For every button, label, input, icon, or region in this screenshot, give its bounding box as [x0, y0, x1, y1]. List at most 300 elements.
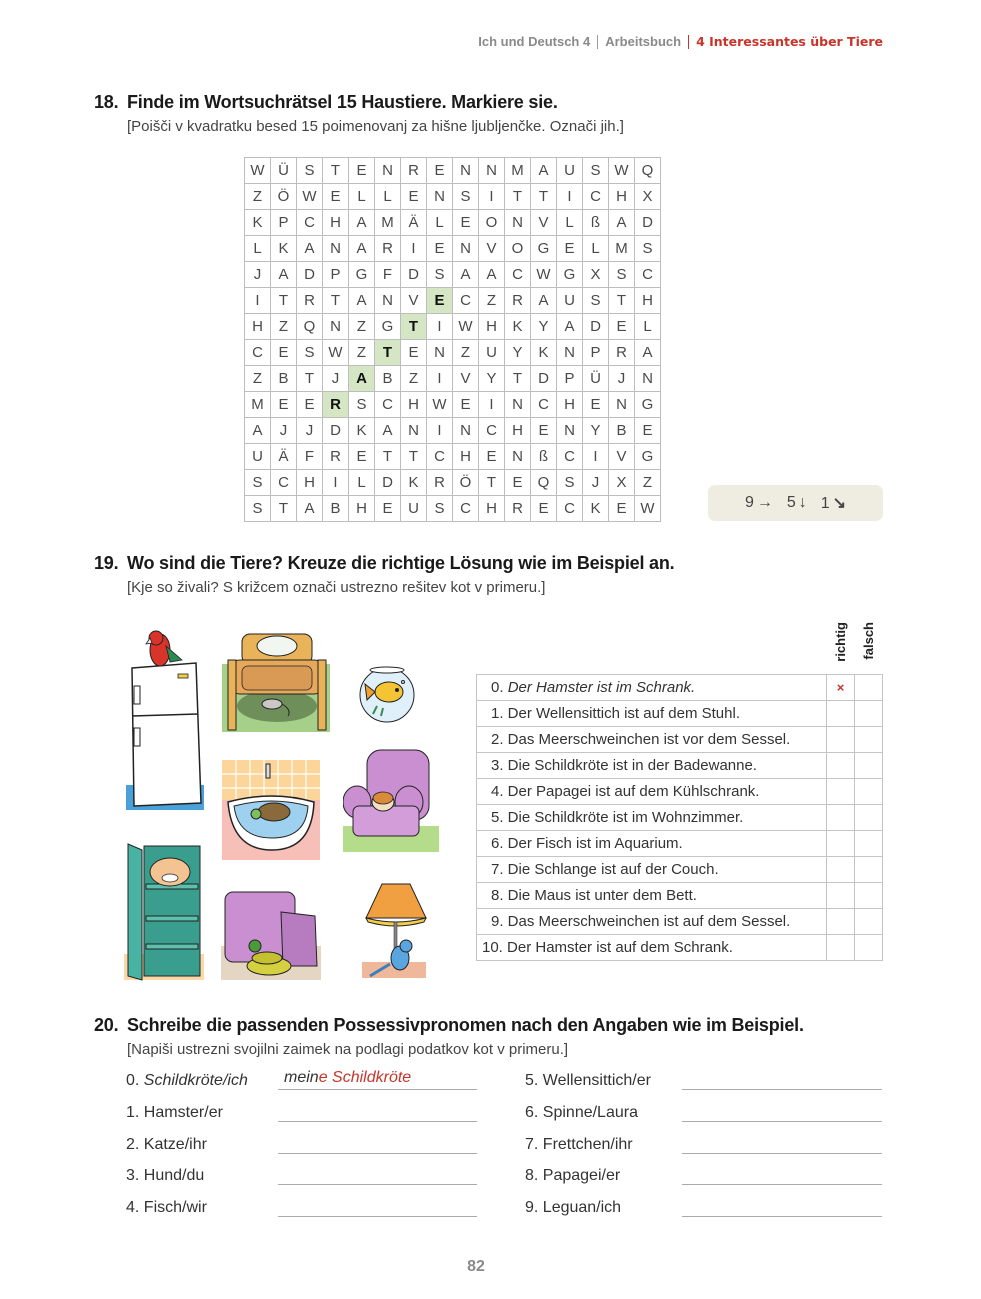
chapter-title: 4 Interessantes über Tiere: [696, 34, 883, 49]
answer-input[interactable]: [682, 1068, 882, 1090]
richtig-checkbox[interactable]: [827, 909, 855, 935]
ex18-subtitle: [Poišči v kvadratku besed 15 poimenovanj za hišne ljubljenčke. Označi jih.]: [127, 118, 624, 135]
grid-cell[interactable]: I: [323, 470, 349, 496]
grid-cell[interactable]: Z: [271, 314, 297, 340]
falsch-checkbox[interactable]: [855, 883, 883, 909]
grid-cell[interactable]: J: [609, 366, 635, 392]
grid-cell[interactable]: M: [609, 236, 635, 262]
grid-cell[interactable]: W: [609, 158, 635, 184]
grid-cell[interactable]: G: [531, 236, 557, 262]
grid-cell[interactable]: X: [583, 262, 609, 288]
grid-cell[interactable]: G: [557, 262, 583, 288]
grid-cell[interactable]: M: [505, 158, 531, 184]
hint-item-diagonal: [821, 493, 846, 513]
answer-input[interactable]: [682, 1195, 882, 1217]
grid-cell[interactable]: A: [297, 496, 323, 522]
grid-cell[interactable]: I: [427, 314, 453, 340]
table-row: [477, 753, 883, 779]
grid-cell[interactable]: L: [245, 236, 271, 262]
grid-cell[interactable]: T: [271, 496, 297, 522]
fill-in-row: [126, 1195, 477, 1217]
grid-cell[interactable]: ß: [531, 444, 557, 470]
grid-cell[interactable]: T: [297, 366, 323, 392]
grid-cell[interactable]: I: [401, 236, 427, 262]
grid-cell[interactable]: T: [401, 314, 427, 340]
grid-row: [245, 288, 661, 314]
grid-cell[interactable]: D: [323, 418, 349, 444]
grid-cell[interactable]: H: [609, 184, 635, 210]
grid-cell[interactable]: Y: [531, 314, 557, 340]
hint-item-right: [745, 494, 773, 512]
grid-cell[interactable]: L: [583, 236, 609, 262]
grid-cell[interactable]: Z: [245, 366, 271, 392]
richtig-checkbox[interactable]: [827, 805, 855, 831]
falsch-checkbox[interactable]: [855, 805, 883, 831]
grid-cell[interactable]: N: [505, 444, 531, 470]
grid-cell[interactable]: Ä: [401, 210, 427, 236]
grid-cell[interactable]: H: [505, 418, 531, 444]
grid-cell[interactable]: U: [557, 288, 583, 314]
snake-behind-couch-illustration: [221, 886, 321, 982]
grid-cell[interactable]: D: [635, 210, 661, 236]
grid-cell[interactable]: Q: [635, 158, 661, 184]
grid-cell[interactable]: C: [297, 210, 323, 236]
grid-cell[interactable]: M: [245, 392, 271, 418]
fill-in-row: [525, 1163, 882, 1185]
grid-cell[interactable]: N: [375, 288, 401, 314]
grid-cell[interactable]: T: [323, 158, 349, 184]
grid-cell[interactable]: E: [531, 418, 557, 444]
table-row: [477, 675, 883, 701]
grid-cell[interactable]: H: [297, 470, 323, 496]
grid-cell[interactable]: N: [375, 158, 401, 184]
grid-cell[interactable]: S: [297, 340, 323, 366]
grid-cell[interactable]: A: [531, 288, 557, 314]
grid-cell[interactable]: A: [453, 262, 479, 288]
answer-input[interactable]: [682, 1100, 882, 1122]
grid-cell[interactable]: Z: [635, 470, 661, 496]
budgie-under-lamp-illustration: [360, 880, 436, 980]
grid-cell[interactable]: E: [323, 184, 349, 210]
grid-cell[interactable]: W: [427, 392, 453, 418]
grid-cell[interactable]: H: [245, 314, 271, 340]
grid-cell[interactable]: E: [427, 158, 453, 184]
grid-cell[interactable]: S: [427, 262, 453, 288]
grid-cell[interactable]: H: [479, 314, 505, 340]
grid-cell[interactable]: B: [609, 418, 635, 444]
grid-cell[interactable]: E: [635, 418, 661, 444]
grid-cell[interactable]: S: [453, 184, 479, 210]
grid-cell[interactable]: J: [271, 418, 297, 444]
falsch-checkbox[interactable]: [855, 831, 883, 857]
hint-count: 5: [786, 494, 796, 511]
falsch-checkbox[interactable]: [855, 701, 883, 727]
grid-cell[interactable]: E: [609, 314, 635, 340]
grid-cell[interactable]: T: [323, 288, 349, 314]
grid-cell[interactable]: Ä: [271, 444, 297, 470]
grid-cell[interactable]: U: [557, 158, 583, 184]
grid-cell[interactable]: R: [323, 444, 349, 470]
grid-cell[interactable]: S: [245, 470, 271, 496]
ex18-title: 18. Finde im Wortsuchrätsel 15 Haustiere. Markiere sie.: [94, 92, 558, 112]
grid-cell[interactable]: T: [609, 288, 635, 314]
divider: [688, 35, 689, 49]
prompt-label: 5. Wellensittich/er: [525, 1072, 651, 1089]
grid-cell[interactable]: C: [245, 340, 271, 366]
grid-cell[interactable]: W: [635, 496, 661, 522]
grid-cell[interactable]: W: [245, 158, 271, 184]
grid-cell[interactable]: G: [635, 444, 661, 470]
hint-item-down: [787, 494, 807, 512]
ex20-title: 20. Schreibe die passenden Possessivpronomen nach den Angaben wie im Beispiel.: [94, 1015, 804, 1035]
col-header-richtig: richtig: [833, 622, 848, 662]
grid-cell[interactable]: Y: [583, 418, 609, 444]
grid-cell[interactable]: T: [479, 470, 505, 496]
grid-cell[interactable]: I: [479, 184, 505, 210]
answer-input[interactable]: meine Schildkröte: [278, 1068, 477, 1090]
prompt-label: 1. Hamster/er: [126, 1103, 223, 1121]
grid-cell[interactable]: X: [635, 184, 661, 210]
grid-cell[interactable]: E: [401, 340, 427, 366]
grid-cell[interactable]: S: [635, 236, 661, 262]
grid-cell[interactable]: T: [505, 184, 531, 210]
grid-cell[interactable]: R: [323, 392, 349, 418]
answer-input[interactable]: [682, 1163, 882, 1185]
grid-cell[interactable]: ß: [583, 210, 609, 236]
table-row: [477, 805, 883, 831]
grid-cell[interactable]: N: [323, 236, 349, 262]
grid-cell[interactable]: S: [427, 496, 453, 522]
grid-cell[interactable]: R: [609, 340, 635, 366]
grid-cell[interactable]: R: [297, 288, 323, 314]
grid-cell[interactable]: E: [531, 496, 557, 522]
grid-cell[interactable]: Q: [531, 470, 557, 496]
grid-cell[interactable]: N: [401, 418, 427, 444]
grid-cell[interactable]: Z: [245, 184, 271, 210]
grid-cell[interactable]: R: [505, 496, 531, 522]
grid-cell[interactable]: R: [375, 236, 401, 262]
falsch-checkbox[interactable]: [855, 727, 883, 753]
answer-input[interactable]: [278, 1132, 477, 1154]
grid-cell[interactable]: H: [401, 392, 427, 418]
page-number: 82: [467, 1258, 485, 1275]
falsch-checkbox[interactable]: [855, 857, 883, 883]
grid-cell[interactable]: C: [557, 444, 583, 470]
grid-cell[interactable]: R: [401, 158, 427, 184]
grid-cell[interactable]: C: [635, 262, 661, 288]
grid-cell[interactable]: I: [583, 444, 609, 470]
grid-cell[interactable]: S: [609, 262, 635, 288]
grid-cell[interactable]: E: [609, 496, 635, 522]
grid-cell[interactable]: Y: [479, 366, 505, 392]
table-row: [477, 779, 883, 805]
answer-input[interactable]: [278, 1163, 477, 1185]
prompt-label: 3. Hund/du: [126, 1167, 205, 1185]
grid-cell[interactable]: E: [583, 392, 609, 418]
grid-cell[interactable]: N: [453, 158, 479, 184]
grid-cell[interactable]: S: [583, 288, 609, 314]
grid-cell[interactable]: N: [427, 184, 453, 210]
grid-cell[interactable]: V: [531, 210, 557, 236]
grid-cell[interactable]: D: [375, 470, 401, 496]
grid-cell[interactable]: A: [531, 158, 557, 184]
grid-cell[interactable]: A: [271, 262, 297, 288]
grid-cell[interactable]: A: [297, 236, 323, 262]
grid-cell[interactable]: Y: [505, 340, 531, 366]
grid-cell[interactable]: C: [479, 418, 505, 444]
grid-cell[interactable]: I: [427, 366, 453, 392]
grid-cell[interactable]: K: [271, 236, 297, 262]
grid-cell[interactable]: P: [583, 340, 609, 366]
grid-cell[interactable]: K: [245, 210, 271, 236]
grid-cell[interactable]: A: [479, 262, 505, 288]
grid-cell[interactable]: S: [297, 158, 323, 184]
grid-cell[interactable]: H: [557, 392, 583, 418]
richtig-checkbox[interactable]: [827, 831, 855, 857]
grid-cell[interactable]: U: [401, 496, 427, 522]
grid-cell[interactable]: J: [323, 366, 349, 392]
fill-in-row: [126, 1163, 477, 1185]
grid-cell[interactable]: E: [427, 288, 453, 314]
hint-count: 9: [744, 494, 754, 511]
answer-input[interactable]: [682, 1132, 882, 1154]
grid-cell[interactable]: V: [609, 444, 635, 470]
grid-row: [245, 418, 661, 444]
richtig-checkbox[interactable]: [827, 935, 855, 961]
grid-cell[interactable]: L: [635, 314, 661, 340]
grid-cell[interactable]: S: [557, 470, 583, 496]
grid-cell[interactable]: V: [453, 366, 479, 392]
grid-cell[interactable]: E: [557, 236, 583, 262]
book-type: Arbeitsbuch: [605, 34, 682, 49]
grid-cell[interactable]: N: [453, 236, 479, 262]
richtig-checkbox[interactable]: [827, 779, 855, 805]
answer-input[interactable]: [278, 1100, 477, 1122]
grid-cell[interactable]: E: [349, 444, 375, 470]
grid-cell[interactable]: D: [583, 314, 609, 340]
fill-in-row: [525, 1195, 882, 1217]
grid-cell[interactable]: A: [245, 418, 271, 444]
falsch-checkbox[interactable]: [855, 753, 883, 779]
grid-cell[interactable]: A: [349, 288, 375, 314]
grid-cell[interactable]: N: [323, 314, 349, 340]
grid-cell[interactable]: F: [375, 262, 401, 288]
grid-cell[interactable]: K: [349, 418, 375, 444]
grid-cell[interactable]: L: [349, 184, 375, 210]
grid-cell[interactable]: C: [271, 470, 297, 496]
grid-cell[interactable]: L: [427, 210, 453, 236]
grid-cell[interactable]: H: [349, 496, 375, 522]
grid-cell[interactable]: K: [505, 314, 531, 340]
grid-row: [245, 392, 661, 418]
grid-cell[interactable]: A: [635, 340, 661, 366]
grid-cell[interactable]: Ö: [271, 184, 297, 210]
grid-cell[interactable]: E: [271, 392, 297, 418]
fill-in-row: [525, 1068, 882, 1090]
grid-cell[interactable]: P: [271, 210, 297, 236]
grid-cell[interactable]: A: [349, 236, 375, 262]
grid-cell[interactable]: N: [557, 418, 583, 444]
grid-cell[interactable]: X: [609, 470, 635, 496]
grid-cell[interactable]: Z: [349, 340, 375, 366]
grid-cell[interactable]: C: [375, 392, 401, 418]
grid-cell[interactable]: C: [427, 444, 453, 470]
statement: 7. Die Schlange ist auf der Couch.: [477, 857, 827, 883]
grid-cell[interactable]: N: [505, 392, 531, 418]
grid-cell[interactable]: A: [349, 366, 375, 392]
word-search-grid[interactable]: [244, 157, 661, 522]
turtle-in-bathtub-illustration: [222, 760, 320, 862]
grid-cell[interactable]: Z: [401, 366, 427, 392]
grid-cell[interactable]: E: [401, 184, 427, 210]
grid-cell[interactable]: K: [401, 470, 427, 496]
grid-cell[interactable]: C: [453, 496, 479, 522]
grid-cell[interactable]: H: [635, 288, 661, 314]
grid-cell[interactable]: G: [375, 314, 401, 340]
grid-cell[interactable]: U: [479, 340, 505, 366]
falsch-checkbox[interactable]: [855, 935, 883, 961]
grid-cell[interactable]: H: [453, 444, 479, 470]
grid-cell[interactable]: C: [505, 262, 531, 288]
prompt-label: 7. Frettchen/ihr: [525, 1135, 633, 1153]
answer-input[interactable]: [278, 1195, 477, 1217]
grid-cell[interactable]: T: [531, 184, 557, 210]
grid-cell[interactable]: E: [427, 236, 453, 262]
grid-cell[interactable]: E: [479, 444, 505, 470]
grid-cell[interactable]: S: [349, 392, 375, 418]
grid-cell[interactable]: W: [323, 340, 349, 366]
grid-cell[interactable]: P: [557, 366, 583, 392]
grid-cell[interactable]: G: [635, 392, 661, 418]
grid-cell[interactable]: S: [583, 158, 609, 184]
grid-cell[interactable]: E: [453, 392, 479, 418]
grid-cell[interactable]: I: [479, 392, 505, 418]
grid-row: [245, 236, 661, 262]
richtig-checkbox[interactable]: [827, 727, 855, 753]
grid-cell[interactable]: V: [401, 288, 427, 314]
grid-cell[interactable]: E: [505, 470, 531, 496]
richtig-checkbox[interactable]: [827, 883, 855, 909]
mouse-under-bed-illustration: [222, 626, 332, 734]
grid-cell[interactable]: Z: [349, 314, 375, 340]
grid-cell[interactable]: G: [349, 262, 375, 288]
falsch-checkbox[interactable]: [855, 779, 883, 805]
grid-cell[interactable]: W: [531, 262, 557, 288]
grid-cell[interactable]: A: [557, 314, 583, 340]
grid-cell[interactable]: B: [271, 366, 297, 392]
richtig-checkbox[interactable]: [827, 857, 855, 883]
grid-cell[interactable]: B: [375, 366, 401, 392]
richtig-checkbox[interactable]: ×: [827, 675, 855, 701]
grid-cell[interactable]: W: [453, 314, 479, 340]
grid-cell[interactable]: H: [323, 210, 349, 236]
grid-cell[interactable]: H: [479, 496, 505, 522]
grid-cell[interactable]: D: [531, 366, 557, 392]
grid-cell[interactable]: K: [531, 340, 557, 366]
grid-cell[interactable]: C: [583, 184, 609, 210]
grid-cell[interactable]: K: [583, 496, 609, 522]
grid-cell[interactable]: N: [635, 366, 661, 392]
grid-cell[interactable]: D: [297, 262, 323, 288]
grid-cell[interactable]: A: [609, 210, 635, 236]
direction-hint: [708, 485, 883, 521]
grid-cell[interactable]: S: [245, 496, 271, 522]
grid-cell[interactable]: Ö: [453, 470, 479, 496]
grid-cell[interactable]: N: [609, 392, 635, 418]
grid-cell[interactable]: O: [479, 210, 505, 236]
grid-cell[interactable]: R: [427, 470, 453, 496]
grid-cell[interactable]: Z: [479, 288, 505, 314]
grid-cell[interactable]: C: [453, 288, 479, 314]
grid-cell[interactable]: I: [245, 288, 271, 314]
ex19-title: 19. Wo sind die Tiere? Kreuze die richtige Lösung wie im Beispiel an.: [94, 553, 675, 573]
grid-cell[interactable]: N: [557, 340, 583, 366]
falsch-checkbox[interactable]: [855, 909, 883, 935]
grid-cell[interactable]: A: [349, 210, 375, 236]
grid-cell[interactable]: C: [557, 496, 583, 522]
grid-cell[interactable]: C: [531, 392, 557, 418]
grid-cell[interactable]: N: [479, 158, 505, 184]
grid-cell[interactable]: E: [271, 340, 297, 366]
grid-cell[interactable]: P: [323, 262, 349, 288]
table-row: [477, 857, 883, 883]
grid-cell[interactable]: D: [401, 262, 427, 288]
grid-cell[interactable]: L: [375, 184, 401, 210]
falsch-checkbox[interactable]: [855, 675, 883, 701]
grid-cell[interactable]: E: [349, 158, 375, 184]
grid-cell[interactable]: I: [557, 184, 583, 210]
grid-row: [245, 210, 661, 236]
grid-cell[interactable]: J: [245, 262, 271, 288]
grid-cell[interactable]: J: [297, 418, 323, 444]
grid-cell[interactable]: O: [505, 236, 531, 262]
grid-cell[interactable]: Q: [297, 314, 323, 340]
grid-cell[interactable]: E: [453, 210, 479, 236]
grid-cell[interactable]: U: [245, 444, 271, 470]
grid-cell[interactable]: L: [557, 210, 583, 236]
grid-cell[interactable]: I: [427, 418, 453, 444]
grid-row: [245, 158, 661, 184]
grid-cell[interactable]: M: [375, 210, 401, 236]
grid-cell[interactable]: E: [297, 392, 323, 418]
richtig-checkbox[interactable]: [827, 753, 855, 779]
grid-cell[interactable]: R: [505, 288, 531, 314]
statement: 1. Der Wellensittich ist auf dem Stuhl.: [477, 701, 827, 727]
grid-cell[interactable]: Ü: [583, 366, 609, 392]
ex20-subtitle: [Napiši ustrezni svojilni zaimek na podlagi podatkov kot v primeru.]: [127, 1041, 569, 1058]
grid-cell[interactable]: J: [583, 470, 609, 496]
grid-cell[interactable]: A: [375, 418, 401, 444]
grid-cell[interactable]: T: [375, 340, 401, 366]
fill-in-row: [525, 1132, 882, 1154]
richtig-checkbox[interactable]: [827, 701, 855, 727]
grid-cell[interactable]: Z: [453, 340, 479, 366]
grid-cell[interactable]: N: [427, 340, 453, 366]
grid-cell[interactable]: B: [323, 496, 349, 522]
grid-cell[interactable]: N: [453, 418, 479, 444]
grid-cell[interactable]: T: [505, 366, 531, 392]
grid-cell[interactable]: L: [349, 470, 375, 496]
grid-cell[interactable]: V: [479, 236, 505, 262]
grid-cell[interactable]: T: [375, 444, 401, 470]
grid-cell[interactable]: E: [375, 496, 401, 522]
grid-cell[interactable]: W: [297, 184, 323, 210]
grid-cell[interactable]: Ü: [271, 158, 297, 184]
grid-cell[interactable]: N: [505, 210, 531, 236]
grid-cell[interactable]: T: [401, 444, 427, 470]
grid-cell[interactable]: F: [297, 444, 323, 470]
grid-cell[interactable]: T: [271, 288, 297, 314]
